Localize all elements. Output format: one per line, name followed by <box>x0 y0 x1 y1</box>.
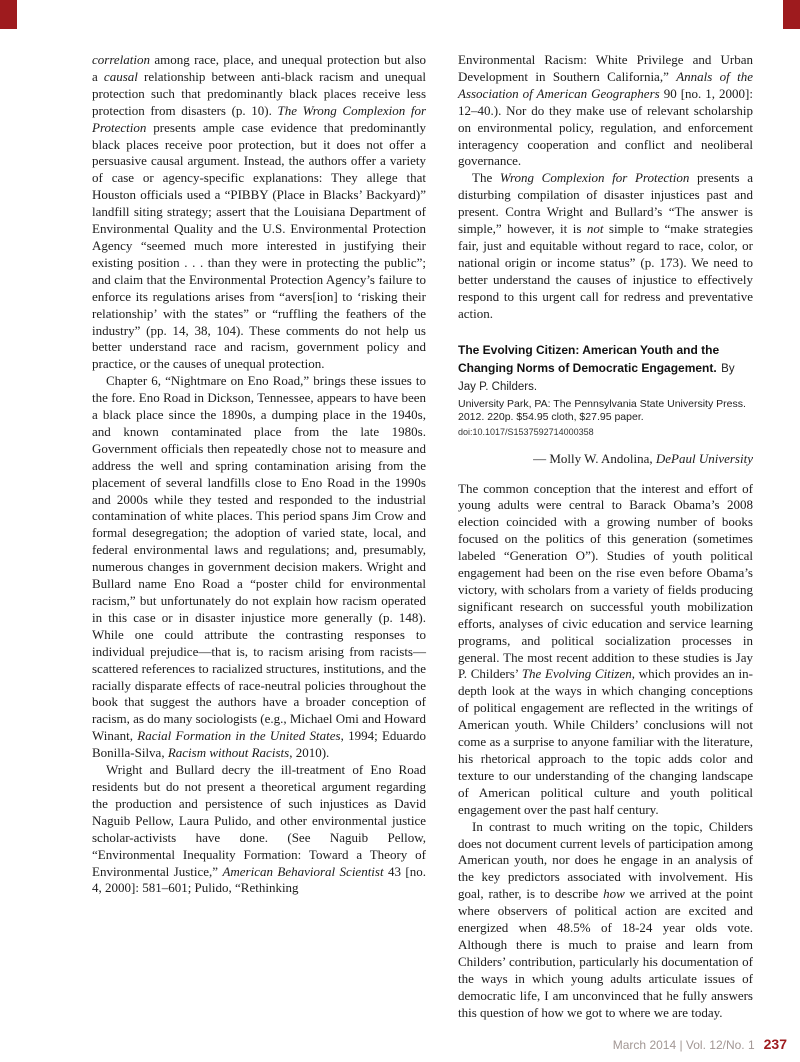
body-paragraph: The Wrong Complexion for Protection presents a disturbing compilation of disaster injustices past and present. Contra Wright and Bullard’s “The answer is simple,” however, it is not simple to “make strategies fair, just and equitable without regard to race, color, or national origin or income status” (p. 173). We need to better understand the causes of injustice to effectively respond to this urgent call for redress and preventative action. <box>458 170 754 321</box>
corner-mark-left <box>0 0 17 29</box>
left-column <box>92 52 426 1022</box>
review-paragraph: In contrast to much writing on the topic, Childers does not document current levels of participation among American youth, nor does he engage in an analysis of the key predictors associated with involvement. His goal, rather, is to describe how we arrived at the point where observers of political action are excited and energized when 48.5% of 18-24 year olds vote. Although there is much to praise and learn from Childers’ contribution, particularly his documentation of the ways in which young adults articulate issues of democratic life, I am unconvinced that he fully answers this question of how we got to where we are today. <box>458 818 753 1020</box>
corner-mark-right <box>783 0 800 29</box>
page-number: 237 <box>763 1036 787 1052</box>
right-column <box>458 52 753 1022</box>
book-byline: By Jay P. Childers. <box>458 362 735 393</box>
page-footer <box>613 1036 787 1052</box>
body-paragraph: correlation among race, place, and unequal protection but also a causal relationship between anti-black racism and unequal protection such that predominantly black places receive less protection from disasters (p. 10). The Wrong Complexion for Protection presents ample case evidence that predominantly black places receive poor protection, but it does not offer a persuasive causal argument. Instead, the authors offer a variety of case or agency-specific explanations: They allege that Houston officials used a “PIBBY (Place in Blacks’ Backyard)” landfill siting strategy; assert that the Louisiana Department of Environmental Quality and the U.S. Environmental Protection Agency “seemed much more interested in justifying their existing position . . . than they were in protecting the public”; and claim that the Environmental Protection Agency’s failure to enforce its regulations arises from “avers[ion] to ‘risking their relationship’ with the states” or “ruffling the feathers of the industry” (pp. 14, 38, 104). These comments do not help us better understand race and racism, government policy and practice, or the causes of unequal protection. <box>92 52 427 372</box>
body-paragraph: Wright and Bullard decry the ill-treatment of Eno Road residents but do not present a theoretical argument regarding the production and persistence of such injustices as David Naguib Pellow, Laura Pulido, and other environmental justice scholar-activists have done. (See Naguib Pellow, “Environmental Inequality Formation: Toward a Theory of Environmental Justice,” American Behavioral Scientist 43 [no. 4, 2000]: 581–601; Pulido, “Rethinking <box>92 762 426 896</box>
issue-info: March 2014 | Vol. 12/No. 1 <box>612 1038 755 1052</box>
reviewer-attribution: — Molly W. Andolina, DePaul University <box>533 450 753 466</box>
body-paragraph: Chapter 6, “Nightmare on Eno Road,” brings these issues to the fore. Eno Road in Dickson, Tennessee, appears to have been a black place since the 1890s, a dumping place in the 1940s, and known contaminated place from the late 1980s. Government officials then repeatedly chose not to measure and address the well and spring contamination arising from the placement of several landfills close to Eno Road in the 1990s and 2000s while they tested and responded to the industrial contamination of white places. This period spans Jim Crow and formal desegregation; the adoption of varied state, local, and federal environmental laws and regulations; and, presumably, numerous changes in government decision makers. Wright and Bullard name Eno Road a “poster child for environmental racism,” but unfortunately do not explain how racism operated in this case or in disaster injustice more generally (p. 148). While one could attribute the contrasting responses to individual prejudice—that is, to racism arising from racists—scattered references to racialized structures, institutions, and the racially disparate effects of race-neutral policies throughout the book that suggest the authors have a broader conception of racism, as do many sociologists (e.g., Michael Omi and Howard Winant, Racial Formation in the United States, 1994; Eduardo Bonilla-Silva, Racism without Racists, 2010). <box>92 373 426 761</box>
book-heading <box>458 341 753 438</box>
review-paragraph: The common conception that the interest and effort of young adults were central to Barack Obama’s 2008 election coincided with a growing number of books focused on the politics of this generation (sometimes labeled “Generation O”). Studies of youth political engagement had been on the rise even before Obama’s victory, with scholars from a variety of fields producing significant research on successful youth mobilization efforts, analyses of civic education and service learning programs, and political socialization processes in general. The most recent addition to these studies is Jay P. Childers’ The Evolving Citizen, which provides an in-depth look at the ways in which changing conceptions of political engagement are reflected in the writings of American youth. While Childers’ conclusions will not come as a surprise to anyone familiar with the literature, his rhetorical approach to the topic adds color and texture to our understanding of the changing landscape of American political culture and youth political engagement over the past half century. <box>458 480 753 817</box>
two-column-layout <box>92 52 753 1022</box>
book-doi: doi:10.1017/S1537592714000358 <box>458 426 594 437</box>
body-paragraph: Environmental Racism: White Privilege and Urban Development in Southern California,” Annals of the Association of American Geographers 90 [no. 1, 2000]: 12–40.). Nor do they make use of relevant scholarship on environmental policy, regulation, and enforcement interagency cooperation and conflict and neoliberal governance. <box>458 52 754 169</box>
book-publisher: University Park, PA: The Pennsylvania State University Press. 2012. 220p. $54.95 cloth, $27.95 paper. <box>458 397 746 423</box>
book-title: The Evolving Citizen: American Youth and the Changing Norms of Democratic Engagement. <box>458 342 720 375</box>
